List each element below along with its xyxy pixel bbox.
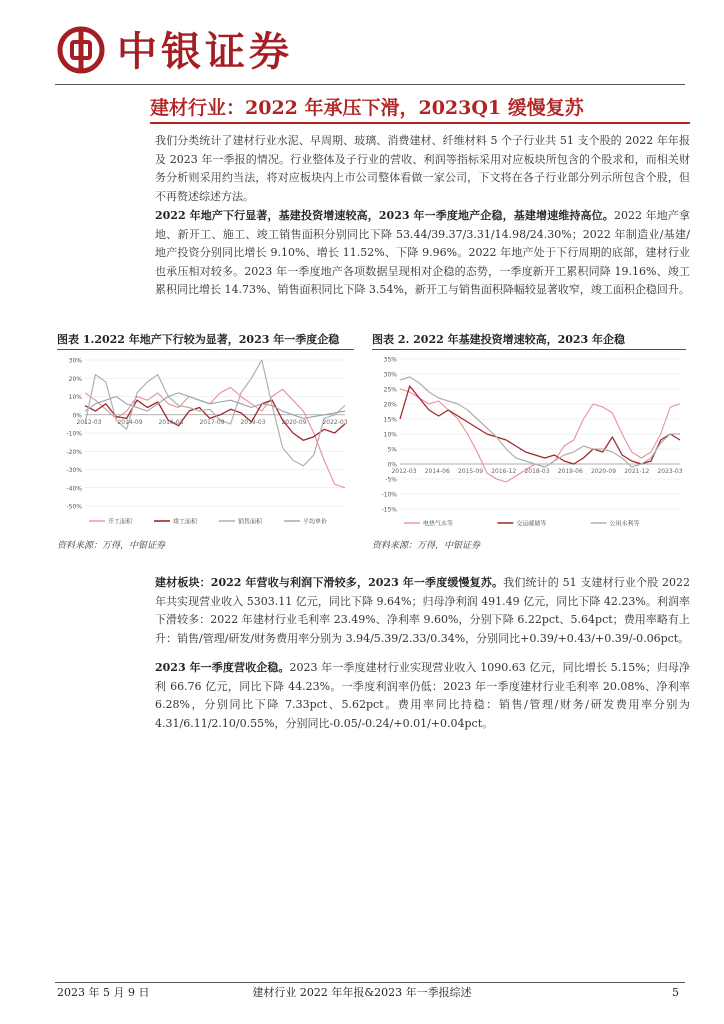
paragraph-real-estate-lead: 2022 年地产下行显著，基建投资增速较高，2023 年一季度地产企稳，基建增速维持高位。	[155, 209, 614, 222]
x-tick-label: 2022-03	[322, 418, 348, 426]
title-underline	[150, 122, 690, 124]
legend-label: 开工面积	[108, 518, 133, 526]
y-tick-label: -40%	[66, 485, 82, 493]
paragraph-q1	[155, 659, 690, 733]
figure-2-title-rule	[372, 349, 686, 350]
chart-2-frame	[370, 352, 686, 532]
y-tick-label: -20%	[66, 448, 82, 456]
y-tick-label: 20%	[383, 401, 397, 409]
figure-1-source: 资料来源：万得，中银证券	[57, 541, 166, 551]
footer-doc-title: 建材行业 2022 年年报&2023 年一季报综述	[252, 986, 472, 999]
paragraph-sector-body: 我们统计的 51 支建材行业个股 2022 年共实现营业收入 5303.11 亿元，同比下降 9.64%；归母净利润 491.49 亿元，同比下降 42.23%。利润率下滑较多：2022 年建材行业毛利率 23.49%、净利率 9.60%，分别下降 6.22pct、5.64pct；费用率略有上升：销售/管理/研发/财务费用率分别为 3.94/5.39/2.33/0.34%，分别同比+0.39/+0.43/+0.39/-0.06pct。	[155, 576, 691, 645]
y-tick-label: -15%	[381, 506, 397, 514]
x-tick-label: 2019-06	[557, 468, 583, 475]
legend-label: 交运邮储等	[516, 520, 547, 528]
y-tick-label: 30%	[68, 357, 82, 365]
y-tick-label: -10%	[66, 430, 82, 438]
y-tick-label: 30%	[383, 371, 397, 379]
legend-label: 销售面积	[238, 518, 263, 526]
x-tick-label: 2014-06	[424, 468, 450, 475]
y-tick-label: 25%	[383, 386, 397, 394]
chart-infrastructure	[370, 352, 686, 532]
x-tick-label: 2015-09	[457, 468, 484, 475]
y-tick-label: -10%	[381, 491, 397, 499]
footer-page-number: 5	[672, 986, 679, 999]
paragraph-real-estate	[155, 207, 690, 300]
section-title: 建材行业：2022 年承压下滑，2023Q1 缓慢复苏	[150, 97, 584, 119]
y-tick-label: 35%	[383, 356, 397, 364]
x-tick-label: 2014-09	[117, 418, 143, 426]
footer-divider	[55, 982, 685, 983]
figure-2-title: 图表 2. 2022 年基建投资增速较高，2023 年企稳	[372, 333, 626, 346]
y-tick-label: -5%	[385, 476, 397, 484]
x-tick-label: 2020-09	[281, 418, 307, 426]
paragraph-sector-lead: 建材板块：2022 年营收与利润下滑较多，2023 年一季度缓慢复苏。	[155, 576, 504, 589]
y-tick-label: 0%	[387, 461, 397, 469]
paragraph-real-estate-body: 2022 年地产拿地、新开工、施工、竣工销售面积分别同比下降 53.44/39.37/3.31/14.98/24.30%；2022 年制造业/基建/地产投资分别同比增长 9.10%、增长 11.52%、下降 9.96%。2022 年地产处于下行周期的底部，建材行业也承压相对较多。2023 年一季度地产各项数据呈现相对企稳的态势，一季度新开工累积同降 19.16%、竣工累积同比增长 14.73%、销售面积同比下降 3.54%，新开工与销售面积降幅较显著收窄，竣工面积企稳回升。	[155, 209, 690, 296]
paragraph-intro: 我们分类统计了建材行业水泥、早周期、玻璃、消费建材、纤维材料 5 个子行业共 51 支个股的 2022 年年报及 2023 年一季报的情况。行业整体及子行业的营收、利润等指标采用对应板块所包含的个股求和，而相关财务分析则采用约当法，将对应板块内上市公司整体看做一家公司，下文将在各子行业部分列示所包含个股，但不再赘述综述方法。	[155, 134, 690, 203]
y-tick-label: 0%	[72, 412, 82, 420]
footer-date: 2023 年 5 月 9 日	[57, 986, 150, 999]
brand-name: 中银证券	[117, 29, 293, 75]
paragraph-sector	[155, 574, 690, 648]
legend-label: 公用水利等	[609, 520, 640, 528]
x-tick-label: 2017-09	[199, 418, 225, 426]
x-tick-label: 2012-03	[76, 418, 102, 426]
y-tick-label: 20%	[68, 375, 82, 383]
chart-property	[57, 352, 352, 532]
x-tick-label: 2021-12	[624, 468, 650, 475]
header-divider	[55, 84, 685, 85]
figure-1-title: 图表 1.2022 年地产下行较为显著，2023 年一季度企稳	[57, 333, 340, 346]
y-tick-label: -50%	[66, 503, 82, 511]
x-tick-label: 2016-03	[158, 418, 184, 426]
y-tick-label: 10%	[383, 431, 397, 439]
y-tick-label: 5%	[387, 446, 397, 454]
figure-2-source: 资料来源：万得，中银证券	[372, 541, 481, 551]
y-tick-label: 10%	[68, 394, 82, 401]
y-tick-label: 15%	[383, 416, 397, 424]
legend-label: 竣工面积	[173, 518, 198, 526]
x-tick-label: 2018-03	[524, 468, 550, 475]
bank-logo-icon	[57, 26, 105, 74]
legend-label: 平均单价	[303, 518, 328, 526]
paragraph-q1-lead: 2023 年一季度营收企稳。	[155, 661, 290, 674]
x-tick-label: 2023-03	[657, 468, 683, 475]
x-tick-label: 2019-03	[240, 418, 266, 426]
legend-label: 电热气水等	[423, 520, 454, 528]
figure-1-title-rule	[57, 349, 354, 350]
x-tick-label: 2020-09	[590, 468, 617, 475]
x-tick-label: 2016-12	[491, 468, 517, 475]
paragraph-q1-body: 2023 年一季度建材行业实现营业收入 1090.63 亿元，同比增长 5.15%；归母净利 66.76 亿元，同比下降 44.23%。一季度利润率仍低：2023 年一季度建材行业毛利率 20.08%、净利率 6.28%，分别同比下降 7.33pct、5.62pct。费用率同比持稳：销售/管理/财务/研发费用率分别为 4.31/6.11/2.10/0.55%，分别同比-0.05/-0.24/+0.01/+0.04pct。	[155, 661, 690, 730]
x-tick-label: 2012-03	[391, 468, 417, 475]
y-tick-label: -30%	[66, 467, 82, 474]
